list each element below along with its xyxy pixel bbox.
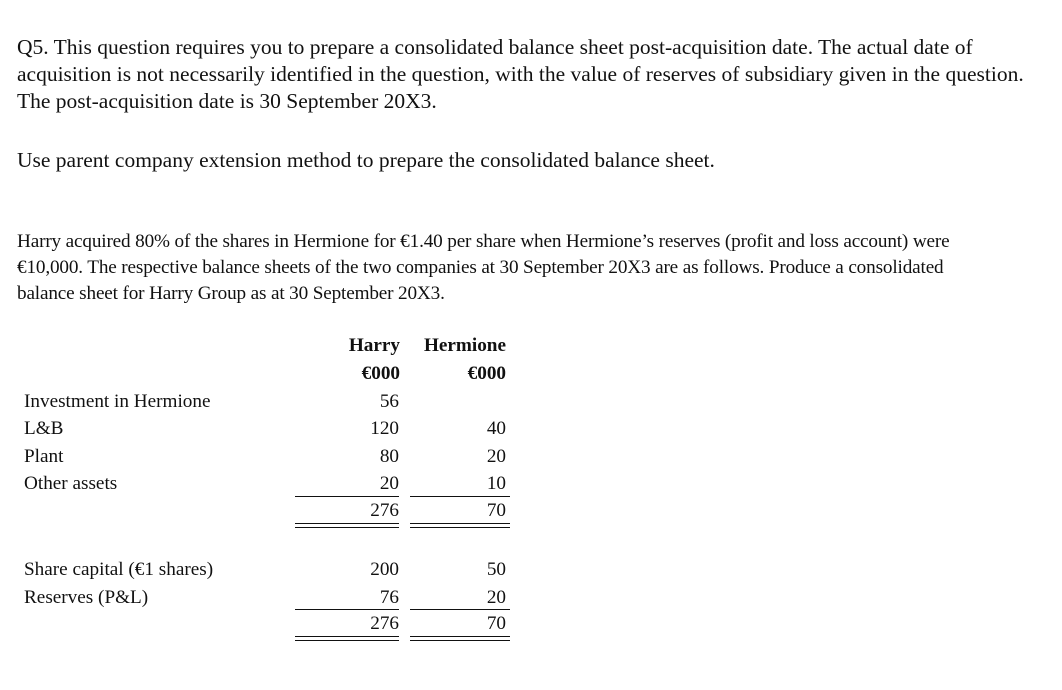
- subtotal-rule-harry-assets: [295, 496, 399, 497]
- subtotal-rule-harry-equity: [295, 609, 399, 610]
- row-label-plant: Plant: [24, 446, 64, 467]
- subtotal-rule-hermione-equity: [410, 609, 510, 610]
- row-label-share-capital: Share capital (€1 shares): [24, 559, 214, 580]
- total-harry-equity: 276: [370, 613, 399, 634]
- cell-hermione-share-capital: 50: [486, 559, 506, 580]
- cell-hermione-reserves: 20: [486, 587, 506, 608]
- column-header-harry: Harry: [348, 335, 400, 356]
- total-rule-harry-assets-1: [295, 523, 399, 524]
- row-label-other-assets: Other assets: [24, 473, 118, 494]
- subtotal-rule-hermione-assets: [410, 496, 510, 497]
- cell-hermione-land-buildings: 40: [486, 418, 506, 439]
- cell-harry-other-assets: 20: [379, 473, 399, 494]
- cell-harry-reserves: 76: [379, 587, 399, 608]
- cell-harry-investment: 56: [379, 391, 399, 412]
- column-unit-harry: €000: [361, 363, 400, 384]
- cell-hermione-plant: 20: [486, 446, 506, 467]
- cell-harry-plant: 80: [379, 446, 399, 467]
- row-label-reserves: Reserves (P&L): [24, 587, 149, 608]
- total-rule-hermione-assets-2: [410, 527, 510, 528]
- total-harry-assets: 276: [370, 500, 399, 521]
- column-header-hermione: Hermione: [423, 335, 506, 356]
- total-rule-hermione-equity-1: [410, 636, 510, 637]
- total-rule-hermione-assets-1: [410, 523, 510, 524]
- question-intro: Q5. This question requires you to prepare a consolidated balance sheet post-acquisition date. The actual date of acquisition is not necessarily identified in the question, with the value of reserves of subsidiary given in the question. The post-acquisition date is 30 September 20X3.: [17, 35, 1024, 113]
- row-label-investment: Investment in Hermione: [24, 391, 211, 412]
- scenario-text: Harry acquired 80% of the shares in Hermione for €1.40 per share when Hermione’s reserves (profit and loss account) were €10,000. The respective balance sheets of the two companies at 30 September 20X3 are as follows. Produce a consolidated balance sheet for Harry Group as at 30 September 20X3.: [17, 231, 950, 304]
- total-hermione-equity: 70: [486, 613, 506, 634]
- row-label-land-buildings: L&B: [24, 418, 64, 439]
- cell-harry-share-capital: 200: [370, 559, 399, 580]
- total-hermione-assets: 70: [486, 500, 506, 521]
- cell-harry-land-buildings: 120: [370, 418, 399, 439]
- total-rule-harry-equity-1: [295, 636, 399, 637]
- total-rule-harry-equity-2: [295, 640, 399, 641]
- cell-hermione-other-assets: 10: [486, 473, 506, 494]
- question-method-instruction: Use parent company extension method to prepare the consolidated balance sheet.: [17, 148, 715, 172]
- total-rule-harry-assets-2: [295, 527, 399, 528]
- column-unit-hermione: €000: [467, 363, 506, 384]
- total-rule-hermione-equity-2: [410, 640, 510, 641]
